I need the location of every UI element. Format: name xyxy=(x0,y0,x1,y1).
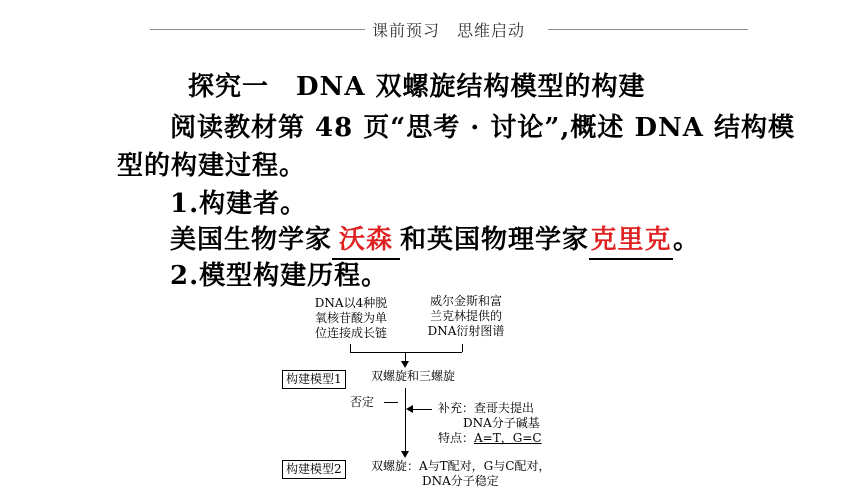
item1-sentence xyxy=(170,222,700,260)
arrow-down-1 xyxy=(401,361,409,368)
intro-line-1: 阅读教材第 48 页“思考 · 讨论”,概述 DNA 结构模 xyxy=(170,113,795,143)
box-left-line-1: DNA以4种脱 xyxy=(314,296,388,310)
model2-text xyxy=(371,459,550,489)
box-right-line-1: 威尔金斯和富 xyxy=(429,294,502,308)
diagram-box-right xyxy=(423,294,509,339)
arrow-down-2 xyxy=(401,451,409,458)
intro-line-2: 型的构建过程。 xyxy=(117,151,307,181)
feature-prefix: 特点： xyxy=(438,431,475,445)
supplement-line xyxy=(412,409,432,410)
model1-label-box: 构建模型1 xyxy=(282,370,346,389)
bracket-left xyxy=(350,344,351,352)
supplement-text xyxy=(438,401,540,431)
supplement-line-1: 补充：查哥夫提出 xyxy=(438,401,535,415)
model2-line-1: 双螺旋：A与T配对，G与C配对， xyxy=(371,459,551,473)
diagram-box-left xyxy=(307,296,395,341)
negate-line xyxy=(384,402,398,403)
header-rule-left xyxy=(150,29,365,30)
feature-value: A=T，G=C xyxy=(474,431,542,445)
box-left-line-2: 氧核苷酸为单 xyxy=(314,311,387,325)
item2-heading: 2.模型构建历程。 xyxy=(170,261,389,291)
header-rule-right xyxy=(548,29,748,30)
model2-label-box: 构建模型2 xyxy=(282,460,346,479)
item1-middle: 和英国物理学家 xyxy=(400,225,590,255)
box-right-line-2: 兰克林提供的 xyxy=(429,309,502,323)
flow-stem-2 xyxy=(405,388,406,452)
bracket-bottom xyxy=(350,352,462,353)
item1-suffix: 。 xyxy=(673,225,701,255)
box-right-line-3: DNA衍射图谱 xyxy=(427,324,505,338)
section-title: 探究一 DNA 双螺旋结构模型的构建 xyxy=(188,72,646,102)
negate-label: 否定 xyxy=(350,395,375,409)
item1-prefix: 美国生物学家 xyxy=(170,225,333,255)
feature-text xyxy=(438,431,542,446)
section-header-title: 课前预习 思维启动 xyxy=(372,21,526,40)
answer-blank-2: 克里克 xyxy=(589,222,673,260)
supplement-line-2: DNA分子碱基 xyxy=(463,416,540,430)
answer-blank-1: 沃森 xyxy=(332,222,400,260)
model2-line-2: DNA分子稳定 xyxy=(422,474,499,488)
box-left-line-3: 位连接成长链 xyxy=(314,326,387,340)
bracket-right xyxy=(462,344,463,352)
model1-text: 双螺旋和三螺旋 xyxy=(371,369,456,383)
item1-heading: 1.构建者。 xyxy=(170,189,308,219)
